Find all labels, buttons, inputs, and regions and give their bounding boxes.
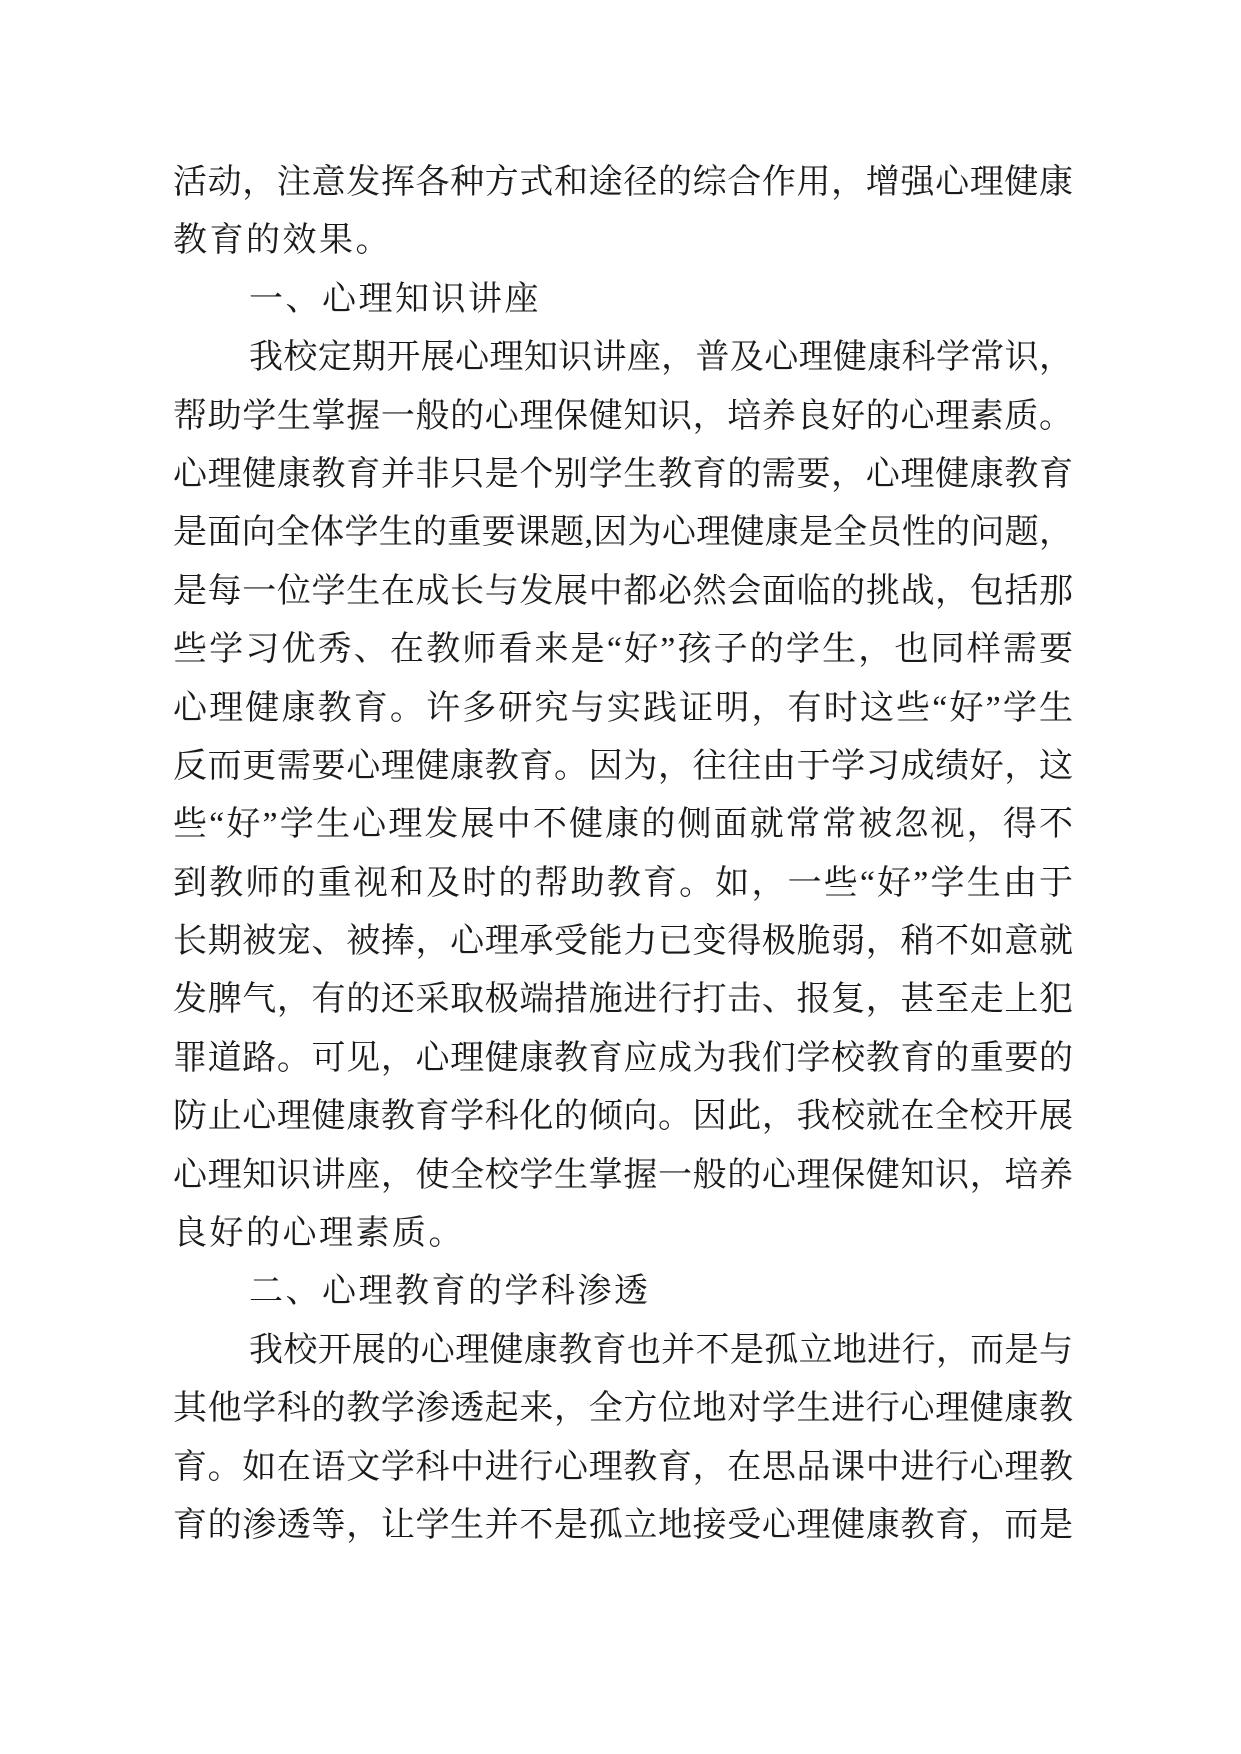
text-line: 我校开展的心理健康教育也并不是孤立地进行，而是与 xyxy=(249,1331,1073,1369)
text-line: 些学习优秀、在教师看来是“好”孩子的学生，也同样需要 xyxy=(173,631,1073,669)
text-line: 活动，注意发挥各种方式和途径的综合作用，增强心理健康 xyxy=(173,164,1073,201)
text-line: 反而更需要心理健康教育。因为，往往由于学习成绩好，这 xyxy=(173,747,1073,785)
text-line: 育的渗透等，让学生并不是孤立地接受心理健康教育，而是 xyxy=(173,1506,1073,1544)
text-line: 是面向全体学生的重要课题,因为心理健康是全员性的问题， xyxy=(173,514,1073,552)
text-line: 一、心理知识讲座 xyxy=(249,280,541,318)
text-line: 帮助学生掌握一般的心理保健知识，培养良好的心理素质。 xyxy=(173,397,1073,435)
text-line: 心理知识讲座，使全校学生掌握一般的心理保健知识，培养 xyxy=(173,1156,1073,1194)
text-line: 育。如在语文学科中进行心理教育，在思品课中进行心理教 xyxy=(173,1448,1073,1486)
text-line: 我校定期开展心理知识讲座，普及心理健康科学常识， xyxy=(249,339,1073,377)
heading-paragraph xyxy=(173,271,1073,329)
text-line: 罪道路。可见，心理健康教育应成为我们学校教育的重要的 xyxy=(173,1039,1073,1077)
text-line: 是每一位学生在成长与发展中都必然会面临的挑战，包括那 xyxy=(173,572,1073,610)
document-text-area xyxy=(173,154,1073,1555)
text-line: 教育的效果。 xyxy=(173,222,392,260)
body-paragraph xyxy=(173,154,1073,271)
heading-paragraph xyxy=(173,1263,1073,1321)
text-line: 心理健康教育并非只是个别学生教育的需要，心理健康教育 xyxy=(173,455,1073,493)
text-line: 其他学科的教学渗透起来，全方位地对学生进行心理健康教 xyxy=(173,1390,1073,1428)
text-line: 心理健康教育。许多研究与实践证明，有时这些“好”学生 xyxy=(173,689,1073,727)
text-line: 长期被宠、被捧，心理承受能力已变得极脆弱，稍不如意就 xyxy=(173,923,1073,961)
body-paragraph xyxy=(173,1322,1073,1556)
text-line: 二、心理教育的学科渗透 xyxy=(249,1273,651,1311)
text-line: 到教师的重视和及时的帮助教育。如，一些“好”学生由于 xyxy=(173,864,1073,902)
text-line: 良好的心理素质。 xyxy=(173,1215,465,1253)
text-line: 些“好”学生心理发展中不健康的侧面就常常被忽视，得不 xyxy=(173,806,1073,844)
body-paragraph xyxy=(173,329,1073,1263)
text-line: 发脾气，有的还采取极端措施进行打击、报复，甚至走上犯 xyxy=(173,981,1073,1019)
text-line: 防止心理健康教育学科化的倾向。因此，我校就在全校开展 xyxy=(173,1098,1073,1136)
